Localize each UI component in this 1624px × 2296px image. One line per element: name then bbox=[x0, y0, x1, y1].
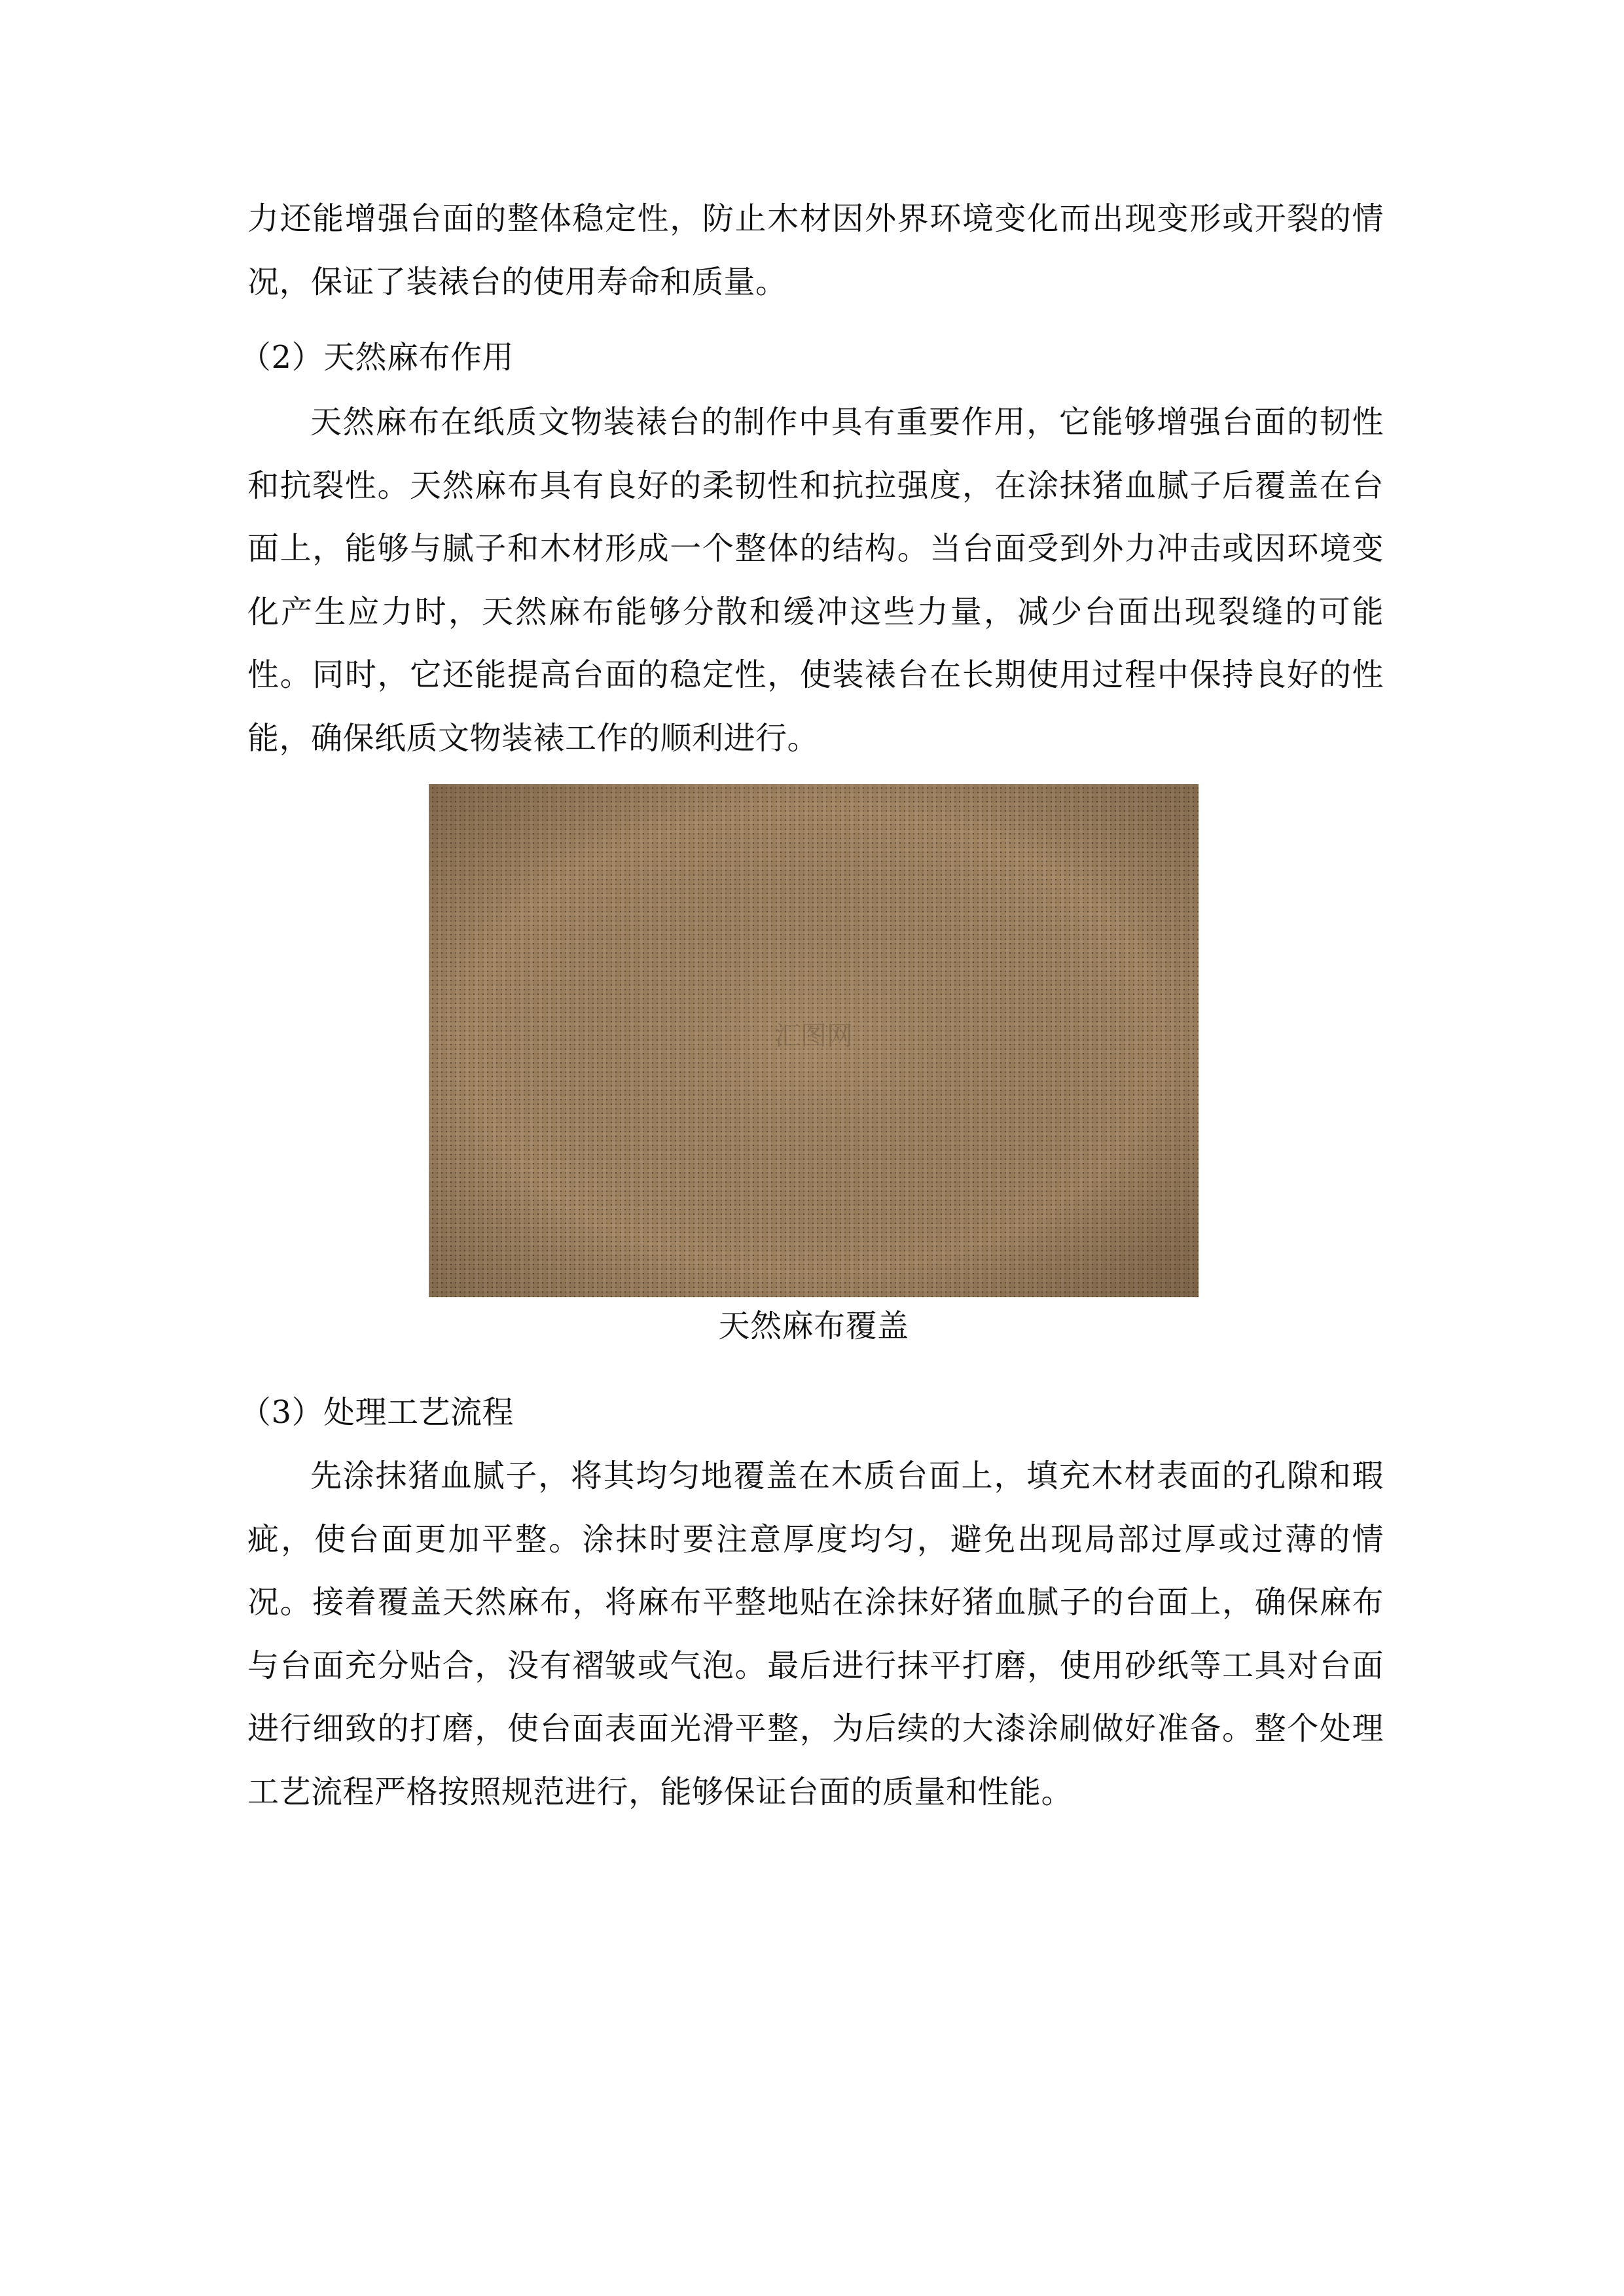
figure-caption: 天然麻布覆盖 bbox=[718, 1308, 909, 1344]
section-3-body: 先涂抹猪血腻子，将其均匀地覆盖在木质台面上，填充木材表面的孔隙和瑕疵，使台面更加平整。涂抹时要注意厚度均匀，避免出现局部过厚或过薄的情况。接着覆盖天然麻布，将麻布平整地贴在涂抹好猪血腻子的台面上，确保麻布与台面充分贴合，没有褶皱或气泡。最后进行抹平打磨，使用砂纸等工具对台面进行细致的打磨，使台面表面光滑平整，为后续的大漆涂刷做好准备。整个处理工艺流程严格按照规范进行，能够保证台面的质量和性能。 bbox=[247, 1458, 1384, 1810]
section-2-body: 天然麻布在纸质文物装裱台的制作中具有重要作用，它能够增强台面的韧性和抗裂性。天然麻布具有良好的柔韧性和抗拉强度，在涂抹猪血腻子后覆盖在台面上，能够与腻子和木材形成一个整体的结构。当台面受到外力冲击或因环境变化产生应力时，天然麻布能够分散和缓冲这些力量，减少台面出现裂缝的可能性。同时，它还能提高台面的稳定性，使装裱台在长期使用过程中保持良好的性能，确保纸质文物装裱工作的顺利进行。 bbox=[247, 404, 1384, 757]
burlap-fabric-image bbox=[429, 784, 1199, 1297]
section-2-heading: （2）天然麻布作用 bbox=[240, 339, 514, 376]
watermark-text: 汇图网 bbox=[774, 1021, 853, 1051]
continued-paragraph: 力还能增强台面的整体稳定性，防止木材因外界环境变化而出现变形或开裂的情况，保证了装裱台的使用寿命和质量。 bbox=[247, 200, 1384, 300]
burlap-texture bbox=[429, 784, 1199, 1297]
section-3-heading: （3）处理工艺流程 bbox=[240, 1394, 514, 1431]
